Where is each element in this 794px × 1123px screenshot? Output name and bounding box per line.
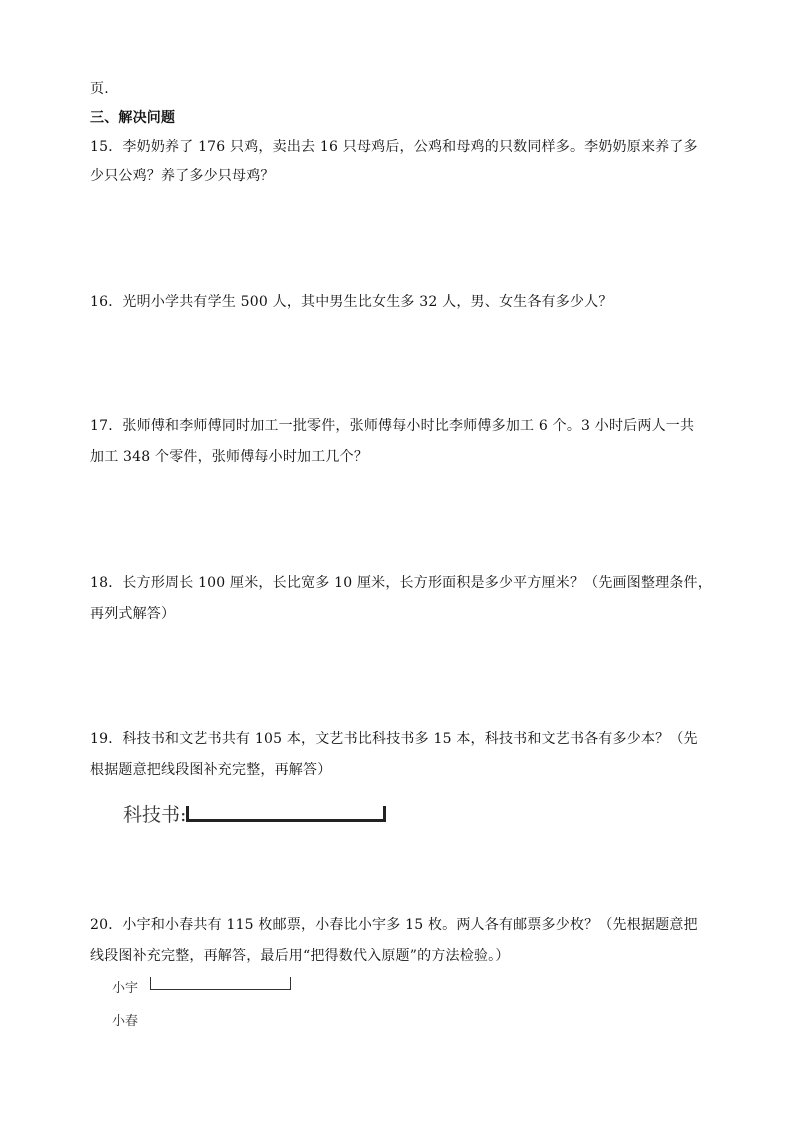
page-continuation: 页.	[90, 81, 109, 97]
segment-label-science-books: 科技书:	[123, 804, 187, 826]
section-heading: 三、解决问题	[90, 110, 176, 126]
question-17-line-1: 17．张师傅和李师傅同时加工一批零件，张师傅每小时比李师傅多加工 6 个。3 小时后两人一共	[90, 418, 695, 434]
question-20-line-1: 20．小宇和小春共有 115 枚邮票，小春比小宇多 15 枚。两人各有邮票多少枚？（先根据题意把	[90, 917, 698, 933]
question-19-line-1: 19．科技书和文艺书共有 105 本，文艺书比科技书多 15 本，科技书和文艺书各有多少本？（先	[90, 731, 698, 747]
segment-bar-xiaoyu	[150, 977, 291, 990]
question-18-line-1: 18．长方形周长 100 厘米，长比宽多 10 厘米，长方形面积是多少平方厘米？（先画图整理条件，	[90, 575, 712, 591]
segment-bar-science-books	[186, 806, 386, 822]
question-19-line-2: 根据题意把线段图补充完整，再解答）	[90, 762, 332, 778]
question-15-line-2: 少只公鸡？养了多少只母鸡？	[90, 168, 275, 184]
segment-label-xiaoyu: 小宇	[112, 981, 139, 996]
question-16-line-1: 16．光明小学共有学生 500 人，其中男生比女生多 32 人，男、女生各有多少人？	[90, 294, 613, 310]
question-17-line-2: 加工 348 个零件，张师傅每小时加工几个？	[90, 449, 369, 465]
question-20-line-2: 线段图补充完整，再解答，最后用“把得数代入原题”的方法检验。）	[90, 948, 510, 964]
question-15-line-1: 15．李奶奶养了 176 只鸡，卖出去 16 只母鸡后，公鸡和母鸡的只数同样多。李奶奶原来养了多	[90, 139, 698, 155]
question-18-line-2: 再列式解答）	[90, 606, 176, 622]
segment-label-xiaochun: 小春	[112, 1014, 139, 1029]
